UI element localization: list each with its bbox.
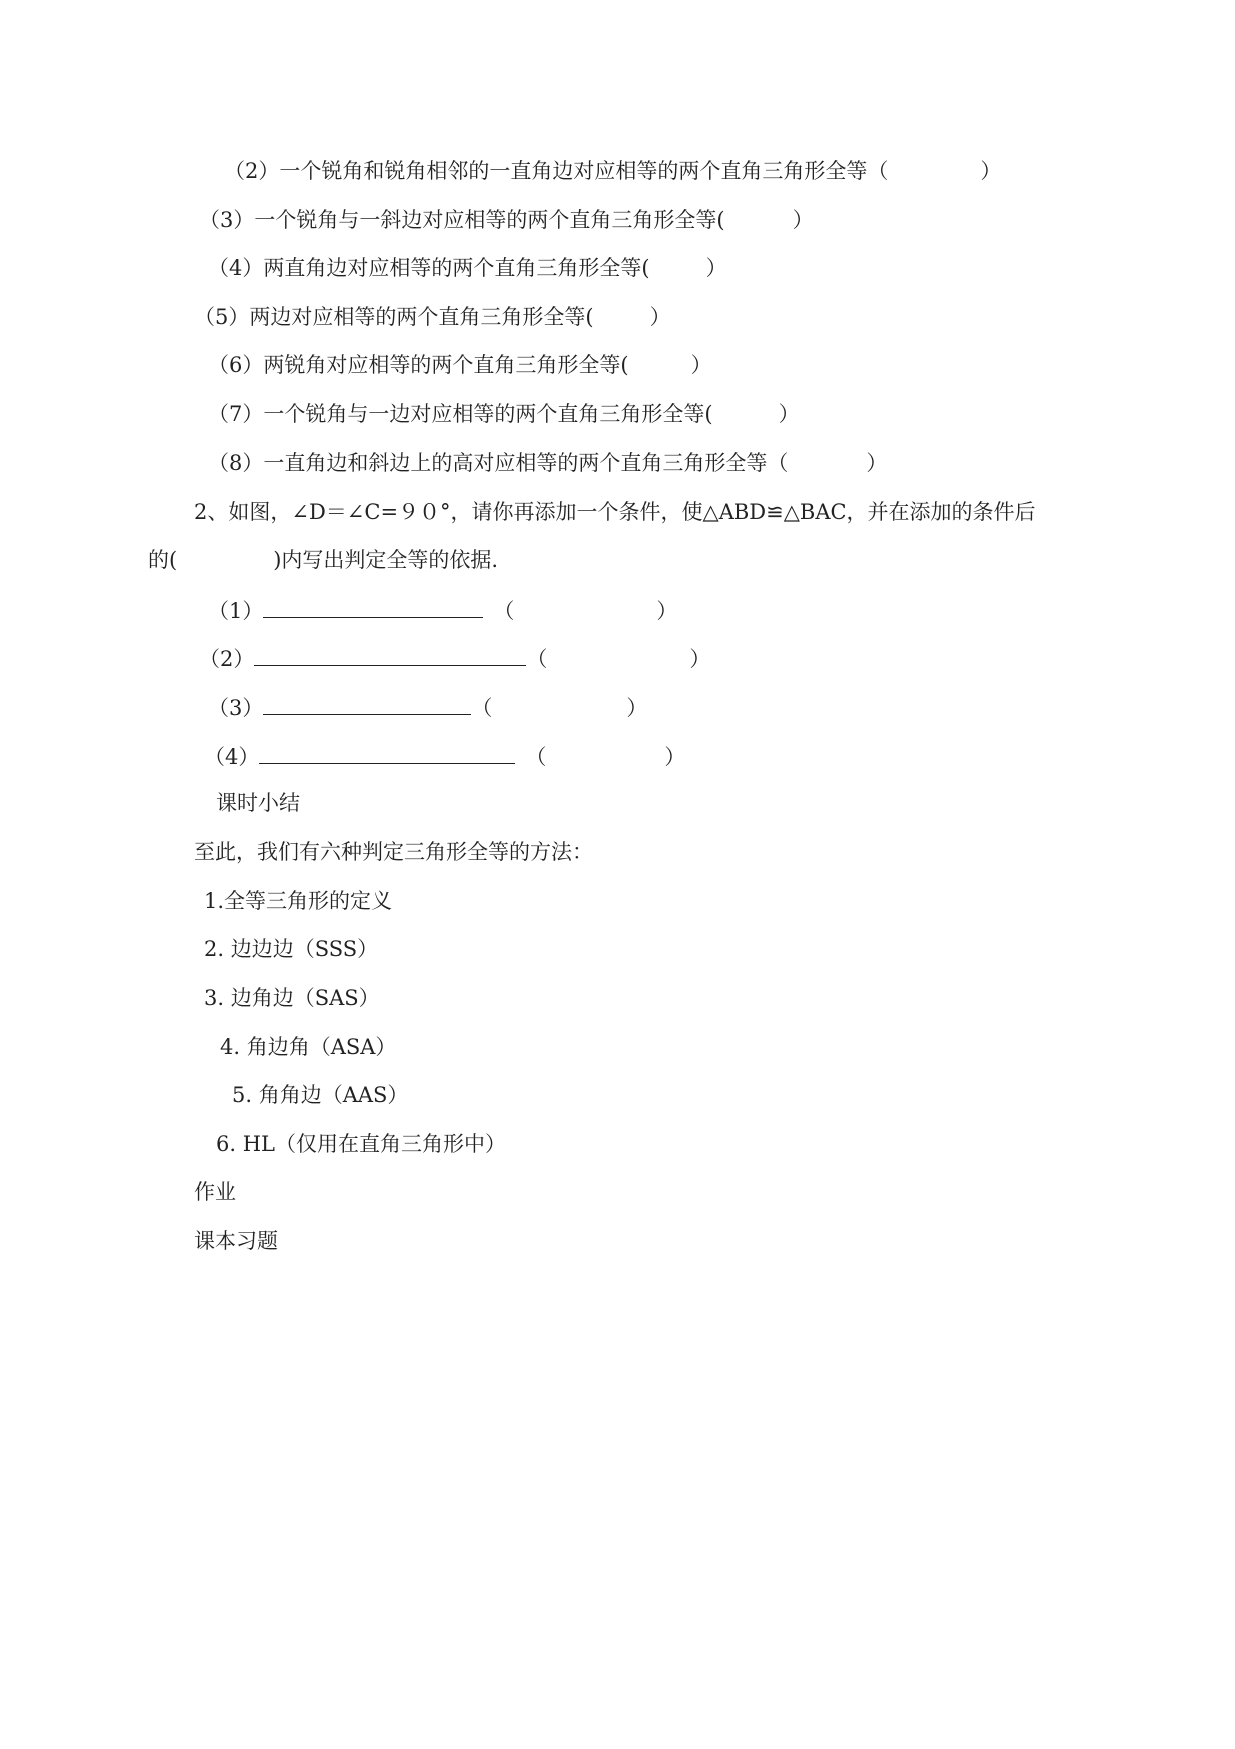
- judgement-text: （6）两锐角对应相等的两个直角三角形全等(: [208, 353, 629, 377]
- reason-close: ）: [626, 696, 648, 720]
- reason-open: （: [471, 696, 493, 720]
- judgement-6: [208, 351, 712, 379]
- answer-blank[interactable]: [263, 595, 483, 618]
- question-2-open: 的(: [148, 548, 178, 572]
- judgement-7: [208, 400, 800, 428]
- judgement-5: [194, 303, 671, 331]
- question-2-close: )内写出判定全等的依据.: [273, 548, 499, 572]
- method-1: 1.全等三角形的定义: [204, 889, 393, 913]
- reason-close: ）: [689, 647, 711, 671]
- summary-heading: 课时小结: [216, 791, 300, 815]
- summary-intro: 至此，我们有六种判定三角形全等的方法：: [194, 840, 593, 864]
- judgement-text: （2）一个锐角和锐角相邻的一直角边对应相等的两个直角三角形全等（: [224, 159, 889, 183]
- judgement-text: （4）两直角边对应相等的两个直角三角形全等(: [208, 256, 650, 280]
- answer-number: （4）: [204, 745, 260, 769]
- answer-number: （1）: [208, 599, 264, 623]
- judgement-close: ）: [980, 159, 1002, 183]
- judgement-close: ）: [705, 256, 727, 280]
- judgement-8: [208, 449, 887, 477]
- answer-blank[interactable]: [254, 643, 526, 666]
- judgement-text: （8）一直角边和斜边上的高对应相等的两个直角三角形全等（: [208, 451, 789, 475]
- judgement-close: ）: [778, 402, 800, 426]
- answer-blank[interactable]: [263, 692, 471, 715]
- homework-heading: 作业: [194, 1180, 236, 1204]
- judgement-2: [224, 157, 1001, 185]
- judgement-close: ）: [792, 208, 814, 232]
- reason-open: （: [526, 647, 548, 671]
- answer-number: （2）: [199, 647, 255, 671]
- answer-line-4: [204, 741, 685, 771]
- method-6: 6. HL（仅用在直角三角形中）: [216, 1132, 506, 1156]
- method-4: 4. 角边角（ASA）: [220, 1035, 397, 1059]
- reason-open: （: [493, 599, 515, 623]
- method-2: 2. 边边边（SSS）: [204, 937, 379, 961]
- judgement-text: （5）两边对应相等的两个直角三角形全等(: [194, 305, 594, 329]
- judgement-3: [199, 206, 814, 234]
- judgement-close: ）: [649, 305, 671, 329]
- answer-number: （3）: [208, 696, 264, 720]
- reason-open: （: [525, 745, 547, 769]
- judgement-4: [208, 254, 727, 282]
- answer-line-2: [199, 643, 710, 673]
- judgement-close: ）: [690, 353, 712, 377]
- answer-line-3: [208, 692, 647, 722]
- judgement-close: ）: [866, 451, 888, 475]
- question-2-line-2: [148, 546, 498, 574]
- question-2-line-1: 2、如图，∠D＝∠C=９０°，请你再添加一个条件，使△ABD≌△BAC，并在添加的条件后: [194, 500, 1036, 524]
- method-3: 3. 边角边（SAS）: [204, 986, 380, 1010]
- judgement-text: （3）一个锐角与一斜边对应相等的两个直角三角形全等(: [199, 208, 725, 232]
- reason-close: ）: [656, 599, 678, 623]
- answer-blank[interactable]: [259, 741, 515, 764]
- judgement-text: （7）一个锐角与一边对应相等的两个直角三角形全等(: [208, 402, 713, 426]
- reason-close: ）: [664, 745, 686, 769]
- answer-line-1: [208, 595, 677, 625]
- homework-content: 课本习题: [194, 1229, 278, 1253]
- method-5: 5. 角角边（AAS）: [232, 1083, 409, 1107]
